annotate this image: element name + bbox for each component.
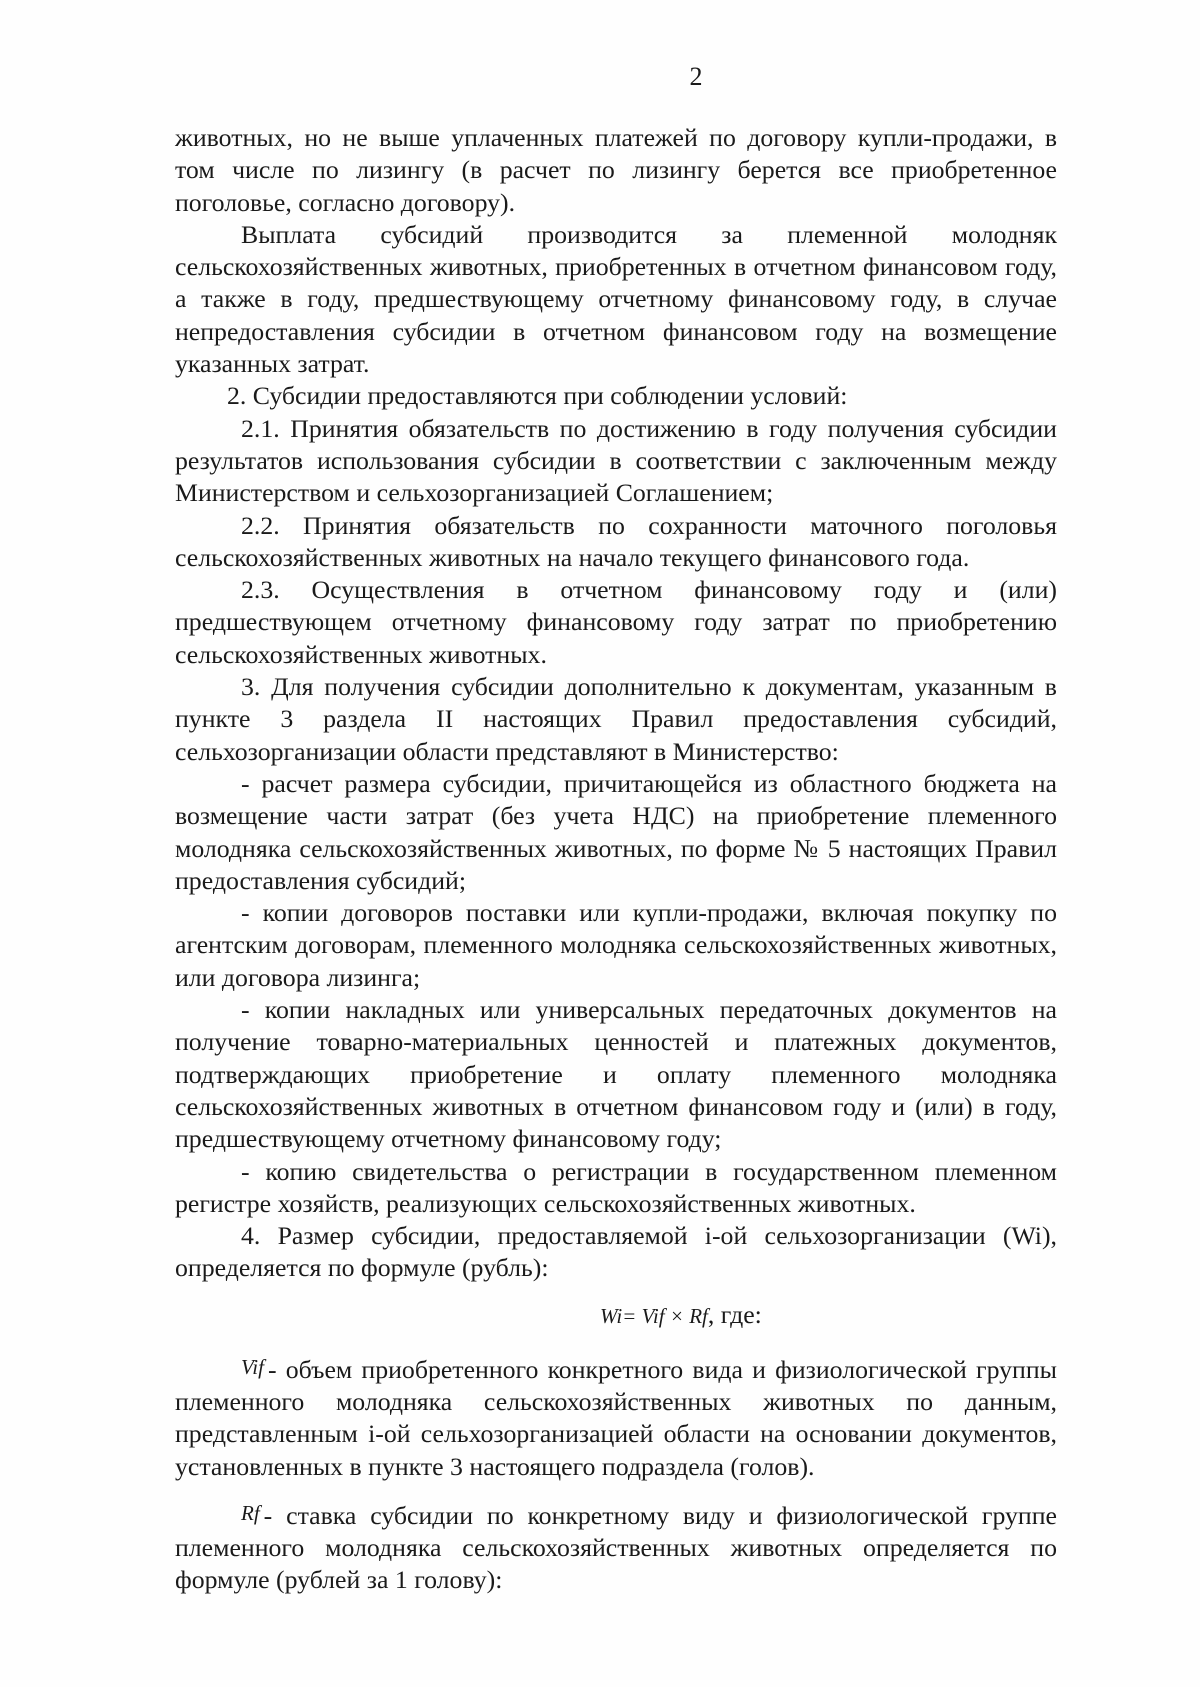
formula-block	[175, 1291, 1057, 1339]
definition-symbol: Vif	[241, 1354, 264, 1379]
paragraph-subsidy-size: 4. Размер субсидии, предоставляемой i-ой сельхозорганизации (Wi), определяется по формуле (рубль):	[175, 1221, 1057, 1283]
page-number: 2	[689, 62, 703, 91]
definition-text: - ставка субсидии по конкретному виду и физиологической группе племенного молодняка сельскохозяйственных животных определяется по формуле (рублей за 1 голову):	[175, 1500, 1057, 1595]
paragraph-condition-2-2: 2.2. Принятия обязательств по сохранности маточного поголовья сельскохозяйственных животных на начало текущего финансового года.	[175, 510, 1057, 572]
list-item-certificate: - копию свидетельства о регистрации в государственном племенном регистре хозяйств, реализующих сельскохозяйственных животных.	[175, 1156, 1057, 1218]
paragraph-condition-2-3: 2.3. Осуществления в отчетном финансовому году и (или) предшествующем отчетному финансовому году затрат по приобретению сельскохозяйственных животных.	[175, 575, 1057, 669]
list-item-invoices: - копии накладных или универсальных передаточных документов на получение товарно-материальных ценностей и платежных документов, подтверждающих приобретение и оплату племенного молодняка сельскохозяйственных животных в отчетном финансовом году и (или) в году, предшествующему отчетному финансовому году;	[175, 995, 1057, 1154]
list-item-contracts: - копии договоров поставки или купли-продажи, включая покупку по агентским договорам, племенного молодняка сельскохозяйственных животных, или договора лизинга;	[175, 898, 1057, 992]
formula-expression: Wi= Vif × Rf	[600, 1303, 708, 1328]
definition-symbol: Rf	[241, 1500, 260, 1525]
definition-text: - объем приобретенного конкретного вида и физиологической группы племенного молодняка сельскохозяйственных животных по данным, представленным i-ой сельхозорганизацией области на основании документов, установленных в пункте 3 настоящего подраздела (голов).	[175, 1354, 1057, 1481]
paragraph-documents: 3. Для получения субсидии дополнительно к документам, указанным в пункте 3 раздела II настоящих Правил предоставления субсидий, сельхозорганизации области представляют в Министерство:	[175, 672, 1057, 766]
definition-vif	[175, 1351, 1057, 1483]
paragraph-condition-2-1: 2.1. Принятия обязательств по достижению в году получения субсидии результатов использования субсидии в соответствии с заключенным между Министерством и сельхозорганизацией Соглашением;	[175, 413, 1057, 508]
paragraph-payment: Выплата субсидий производится за племенной молодняк сельскохозяйственных животных, приобретенных в отчетном финансовом году, а также в году, предшествующему отчетному финансовому году, в случае непредоставления субсидии в отчетном финансовом году на возмещение указанных затрат.	[175, 219, 1057, 379]
document-body	[175, 122, 1057, 1597]
paragraph-continuation: животных, но не выше уплаченных платежей по договору купли-продажи, в том числе по лизингу (в расчет по лизингу берется все приобретенное поголовье, согласно договору).	[175, 123, 1057, 217]
list-item-calculation: - расчет размера субсидии, причитающейся из областного бюджета на возмещение части затрат (без учета НДС) на приобретение племенного молодняка сельскохозяйственных животных, по форме № 5 настоящих Правил предоставления субсидий;	[175, 768, 1057, 895]
formula-suffix: , где:	[707, 1299, 762, 1329]
paragraph-conditions-heading: 2. Субсидии предоставляются при соблюдении условий:	[227, 381, 848, 411]
definition-rf	[175, 1497, 1057, 1597]
